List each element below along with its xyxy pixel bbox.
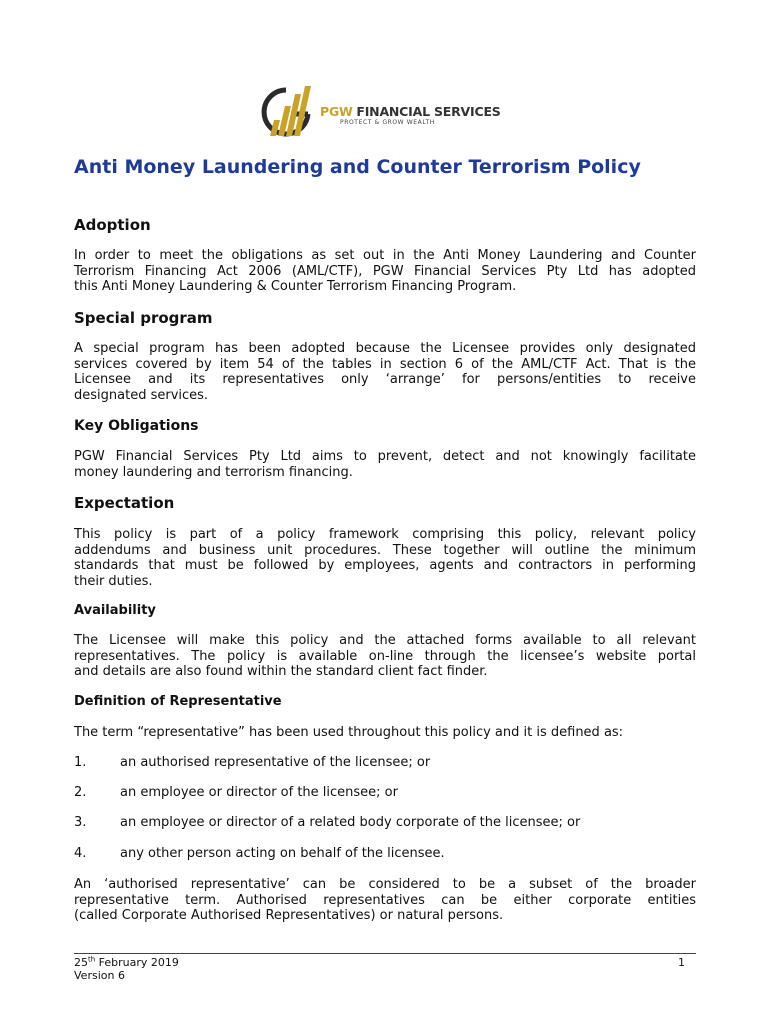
text-line: This policy is part of a policy framework comprising this policy, relevant policy <box>74 527 696 542</box>
paragraph-expectation <box>74 527 696 589</box>
text-line: Terrorism Financing Act 2006 (AML/CTF), PGW Financial Services Pty Ltd has adopted <box>74 263 696 279</box>
paragraph-special-program <box>74 341 696 403</box>
text-line: A special program has been adopted because the Licensee provides only designated <box>74 341 696 356</box>
text-line: Licensee and its representatives only ‘arrange’ for persons/entities to receive <box>74 372 696 387</box>
text-line: addendums and business unit procedures. These together will outline the minimum <box>74 542 696 558</box>
footer-divider <box>74 953 696 954</box>
paragraph-availability <box>74 633 696 680</box>
heading-definition: Definition of Representative <box>74 694 282 709</box>
text-line: money laundering and terrorism financing. <box>74 464 353 480</box>
list-number: 3. <box>74 815 87 830</box>
list-text: an employee or director of a related body corporate of the licensee; or <box>120 815 581 830</box>
list-number: 4. <box>74 846 87 861</box>
brand-text <box>320 104 501 126</box>
page-title: Anti Money Laundering and Counter Terrorism Policy <box>74 156 641 178</box>
text-line: representative term. Authorised representatives can be either corporate entities <box>74 892 696 908</box>
list-number: 1. <box>74 755 87 770</box>
brand-tagline: PROTECT & GROW WEALTH <box>340 119 435 126</box>
list-item <box>74 846 445 861</box>
heading-adoption: Adoption <box>74 216 151 234</box>
footer-date-suffix: th <box>88 955 96 964</box>
text-line: representatives. The policy is available on-line through the licensee’s website portal <box>74 648 696 664</box>
text-line: standards that must be followed by employees, agents and contractors in performing <box>74 558 696 573</box>
text-line: PGW Financial Services Pty Ltd aims to prevent, detect and not knowingly facilitate <box>74 449 696 464</box>
heading-availability: Availability <box>74 603 156 618</box>
footer-version: Version 6 <box>74 969 125 982</box>
paragraph-adoption <box>74 248 696 295</box>
footer-date-day: 25 <box>74 956 88 969</box>
list-number: 2. <box>74 785 87 800</box>
text-line: The term “representative” has been used throughout this policy and it is defined as: <box>74 725 624 740</box>
heading-special-program: Special program <box>74 309 213 327</box>
text-line: The Licensee will make this policy and the attached forms available to all relevant <box>74 633 696 648</box>
list-text: any other person acting on behalf of the licensee. <box>120 846 445 861</box>
paragraph-key-obligations <box>74 449 696 480</box>
brand-pgw: PGW <box>320 104 353 119</box>
page-number: 1 <box>678 956 685 969</box>
text-line: and details are also found within the standard client fact finder. <box>74 664 488 679</box>
text-line: (called Corporate Authorised Representatives) or natural persons. <box>74 908 504 923</box>
list-item <box>74 755 430 770</box>
list-item <box>74 815 580 830</box>
list-text: an authorised representative of the licensee; or <box>120 755 431 770</box>
text-line: this Anti Money Laundering & Counter Terrorism Financing Program. <box>74 279 517 294</box>
paragraph-definition-intro <box>74 725 696 741</box>
pgw-logo-icon <box>258 84 318 142</box>
heading-key-obligations: Key Obligations <box>74 418 199 434</box>
list-item <box>74 785 398 800</box>
heading-expectation: Expectation <box>74 494 175 512</box>
footer-date <box>74 956 179 969</box>
footer-date-rest: February 2019 <box>95 956 179 969</box>
text-line: In order to meet the obligations as set out in the Anti Money Laundering and Counter <box>74 248 696 263</box>
text-line: designated services. <box>74 387 209 403</box>
text-line: their duties. <box>74 573 153 589</box>
text-line: services covered by item 54 of the tables in section 6 of the AML/CTF Act. That is the <box>74 356 696 372</box>
list-text: an employee or director of the licensee; or <box>120 785 398 800</box>
brand-name: FINANCIAL SERVICES <box>356 104 501 119</box>
text-line: An ‘authorised representative’ can be considered to be a subset of the broader <box>74 877 696 892</box>
paragraph-authorised-representative <box>74 877 696 924</box>
company-logo <box>258 84 518 142</box>
